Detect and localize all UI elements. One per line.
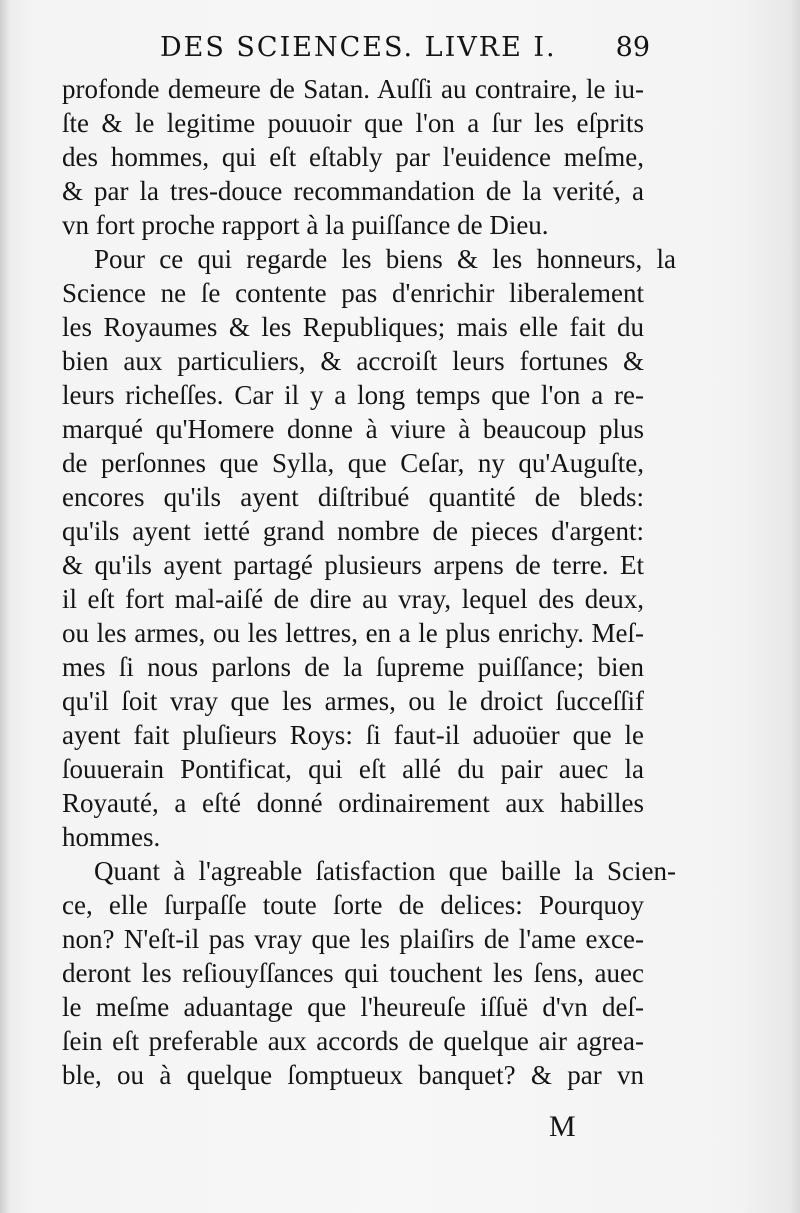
text-line: ble, ou à quelque ſomptueux banquet? & par vn xyxy=(62,1060,644,1090)
text-line: qu'ils ayent ietté grand nombre de pieces d'argent: xyxy=(62,516,644,546)
text-line: Royauté, a eſté donné ordinairement aux habilles xyxy=(62,788,644,818)
signature-mark: M xyxy=(549,1110,576,1143)
text-line: ce, elle ſurpaſſe toute ſorte de delices: Pourquoy xyxy=(62,890,644,920)
text-line: & qu'ils ayent partagé plusieurs arpens de terre. Et xyxy=(62,550,644,580)
running-head-title: DES SCIENCES. LIVRE I. xyxy=(160,32,557,63)
text-line: encores qu'ils ayent diſtribué quantité de bleds: xyxy=(62,482,644,512)
page-number: 89 xyxy=(615,32,650,63)
text-line: de perſonnes que Sylla, que Ceſar, ny qu'Auguſte, xyxy=(62,448,644,478)
text-line: marqué qu'Homere donne à viure à beaucoup plus xyxy=(62,414,644,444)
text-line: non? N'eſt-il pas vray que les plaiſirs de l'ame exce- xyxy=(62,924,644,954)
text-line: vn fort proche rapport à la puiſſance de Dieu. xyxy=(62,210,549,240)
text-line: ayent fait pluſieurs Roys: ſi faut-il aduoüer que le xyxy=(62,720,644,750)
text-line: ou les armes, ou les lettres, en a le plus enrichy. Meſ- xyxy=(62,618,644,648)
text-line: qu'il ſoit vray que les armes, ou le droict ſucceſſif xyxy=(62,686,644,716)
text-line: mes ſi nous parlons de la ſupreme puiſſance; bien xyxy=(62,652,644,682)
text-line: des hommes, qui eſt eſtably par l'euidence meſme, xyxy=(62,142,644,172)
text-line: & par la tres-douce recommandation de la verité, a xyxy=(62,176,644,206)
text-line: il eſt fort mal-aiſé de dire au vray, lequel des deux, xyxy=(62,584,644,614)
text-line: Science ne ſe contente pas d'enrichir liberalement xyxy=(62,278,644,308)
text-line: ſte & le legitime pouuoir que l'on a ſur les eſprits xyxy=(62,108,644,138)
text-line: ſouuerain Pontificat, qui eſt allé du pair auec la xyxy=(62,754,644,784)
text-line: Quant à l'agreable ſatisfaction que baille la Scien- xyxy=(94,856,676,886)
text-line: Pour ce qui regarde les biens & les honneurs, la xyxy=(94,244,676,274)
body-text xyxy=(62,72,676,1092)
text-line: bien aux particuliers, & accroiſt leurs fortunes & xyxy=(62,346,644,376)
text-line: profonde demeure de Satan. Auſſi au contraire, le iu- xyxy=(62,74,644,104)
left-page-edge xyxy=(0,0,10,1213)
text-line: ſein eſt preferable aux accords de quelque air agrea- xyxy=(62,1026,644,1056)
text-line: hommes. xyxy=(62,822,161,852)
text-line: leurs richeſſes. Car il y a long temps que l'on a re- xyxy=(62,380,644,410)
text-line: le meſme aduantage que l'heureuſe iſſuë d'vn deſ- xyxy=(62,992,644,1022)
text-line: deront les reſiouyſſances qui touchent les ſens, auec xyxy=(62,958,644,988)
right-page-edge xyxy=(790,0,800,1213)
text-line: les Royaumes & les Republiques; mais elle fait du xyxy=(62,312,644,342)
running-head xyxy=(160,32,650,72)
